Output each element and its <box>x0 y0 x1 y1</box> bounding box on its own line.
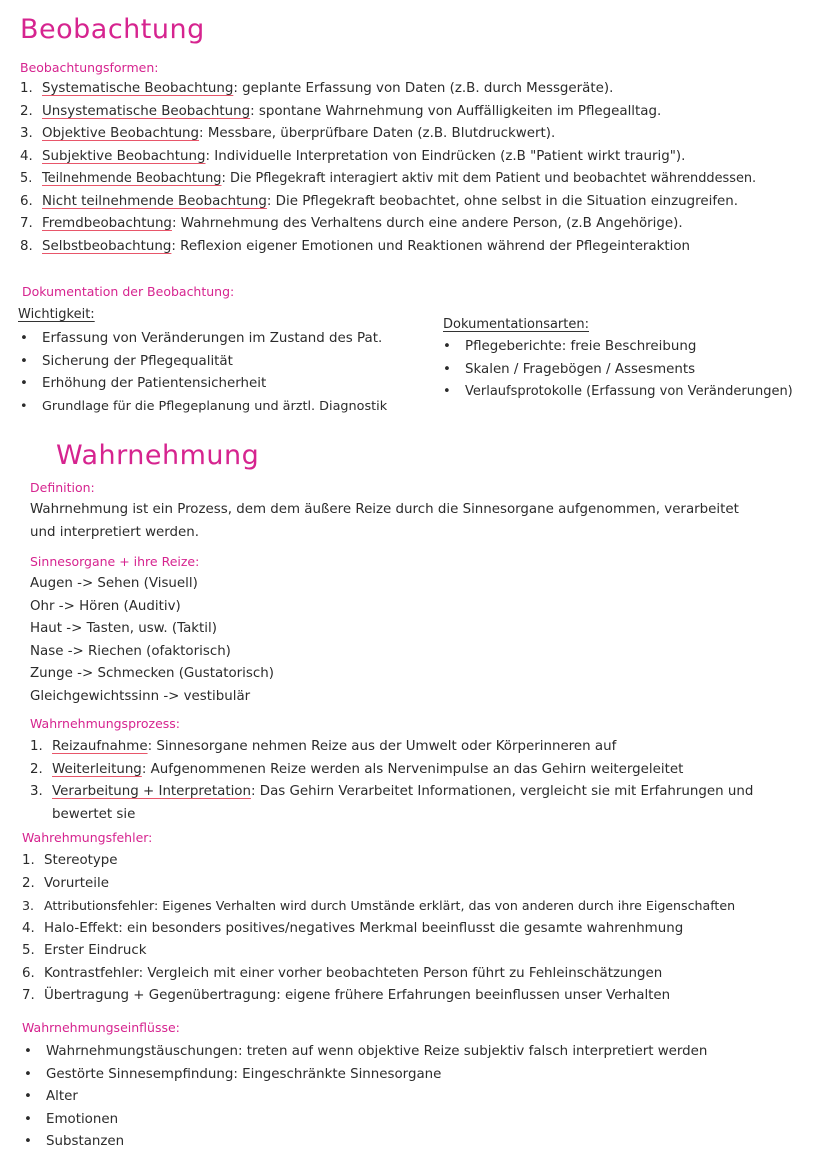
dokumentationsarten-heading: Dokumentationsarten: <box>443 317 589 332</box>
definition-heading: Definition: <box>30 480 95 495</box>
list-item: 4. Halo-Effekt: ein besonders positives/negatives Merkmal beeinflusst die gesamte wahrenhmung <box>22 920 684 936</box>
list-item: Zunge -> Schmecken (Gustatorisch) <box>30 666 274 681</box>
wichtigkeit-heading: Wichtigkeit: <box>18 307 95 322</box>
list-item: • Gestörte Sinnesempfindung: Eingeschränkte Sinnesorgane <box>24 1066 442 1082</box>
list-item: • Skalen / Fragebögen / Assesments <box>443 361 696 377</box>
list-item: 4. Subjektive Beobachtung: Individuelle Interpretation von Eindrücken (z.B "Patient wirkt traurig"). <box>20 148 686 164</box>
list-item: 1. Reizaufnahme: Sinnesorgane nehmen Reize aus der Umwelt oder Körperinneren auf <box>30 739 617 754</box>
list-item: 3. Attributionsfehler: Eigenes Verhalten wird durch Umstände erklärt, das von anderen durch ihre Eigenschaften <box>22 898 736 913</box>
list-item: Ohr -> Hören (Auditiv) <box>30 598 181 614</box>
dokumentation-heading: Dokumentation der Beobachtung: <box>22 284 235 299</box>
list-item: 3. Verarbeitung + Interpretation: Das Gehirn Verarbeitet Informationen, vergleicht sie mit Erfahrungen und <box>30 784 754 799</box>
wahrnehmung-title: Wahrnehmung <box>56 440 260 471</box>
list-item: 5. Erster Eindruck <box>22 943 147 958</box>
list-item: 2. Unsystematische Beobachtung: spontane Wahrnehmung von Auffälligkeiten im Pflegealltag. <box>20 103 662 119</box>
wahrnehmungsprozess-heading: Wahrnehmungsprozess: <box>30 716 180 731</box>
list-item: • Substanzen <box>24 1134 125 1149</box>
list-item: Augen -> Sehen (Visuell) <box>30 576 198 591</box>
list-item: 2. Vorurteile <box>22 875 109 891</box>
list-item: 2. Weiterleitung: Aufgenommenen Reize werden als Nervenimpulse an das Gehirn weitergeleitet <box>30 761 684 777</box>
list-item: Nase -> Riechen (ofaktorisch) <box>30 643 231 659</box>
definition-text-line1: Wahrnehmung ist ein Prozess, dem dem äußere Reize durch die Sinnesorgane aufgenommen, verarbeitet <box>30 502 739 517</box>
list-item: Gleichgewichtssinn -> vestibulär <box>30 688 251 704</box>
list-item: 7. Übertragung + Gegenübertragung: eigene frühere Erfahrungen beeinflussen unser Verhalten <box>22 988 671 1003</box>
list-item: 1. Systematische Beobachtung: geplante Erfassung von Daten (z.B. durch Messgeräte). <box>20 81 614 96</box>
list-item: 6. Nicht teilnehmende Beobachtung: Die Pflegekraft beobachtet, ohne selbst in die Situation einzugreifen. <box>20 193 739 209</box>
definition-text-line2: und interpretiert werden. <box>30 525 200 540</box>
list-item: 3. Objektive Beobachtung: Messbare, überprüfbare Daten (z.B. Blutdruckwert). <box>20 126 556 141</box>
list-item: 8. Selbstbeobachtung: Reflexion eigener Emotionen und Reaktionen während der Pflegeinteraktion <box>20 238 691 254</box>
list-item: 6. Kontrastfehler: Vergleich mit einer vorher beobachteten Person führt zu Fehleinschätzungen <box>22 965 663 981</box>
sinnesorgane-heading: Sinnesorgane + ihre Reize: <box>30 554 200 569</box>
list-item: • Pflegeberichte: freie Beschreibung <box>443 339 697 354</box>
list-item: • Wahrnehmungstäuschungen: treten auf wenn objektive Reize subjektiv falsch interpretiert werden <box>24 1044 708 1059</box>
list-item: • Verlaufsprotokolle (Erfassung von Veränderungen) <box>443 384 793 399</box>
list-item: • Erhöhung der Patientensicherheit <box>20 376 267 391</box>
list-item: 7. Fremdbeobachtung: Wahrnehmung des Verhaltens durch eine andere Person, (z.B Angehörige). <box>20 216 683 231</box>
list-item-continuation: bewertet sie <box>52 806 136 822</box>
list-item: 5. Teilnehmende Beobachtung: Die Pflegekraft interagiert aktiv mit dem Patient und beobachtet währenddessen. <box>20 171 757 186</box>
wahrnehmungseinfluesse-heading: Wahrnehmungseinflüsse: <box>22 1020 180 1035</box>
list-item: Haut -> Tasten, usw. (Taktil) <box>30 621 217 636</box>
list-item: • Alter <box>24 1089 78 1104</box>
beobachtung-title: Beobachtung <box>20 14 205 45</box>
list-item: • Sicherung der Pflegequalität <box>20 353 233 369</box>
beobachtungsformen-heading: Beobachtungsformen: <box>20 60 159 75</box>
wahrnehmungsfehler-heading: Wahrehmungsfehler: <box>22 830 153 845</box>
list-item: • Emotionen <box>24 1111 119 1127</box>
list-item: 1. Stereotype <box>22 853 118 868</box>
list-item: • Erfassung von Veränderungen im Zustand des Pat. <box>20 331 383 346</box>
list-item: • Grundlage für die Pflegeplanung und ärztl. Diagnostik <box>20 398 388 414</box>
